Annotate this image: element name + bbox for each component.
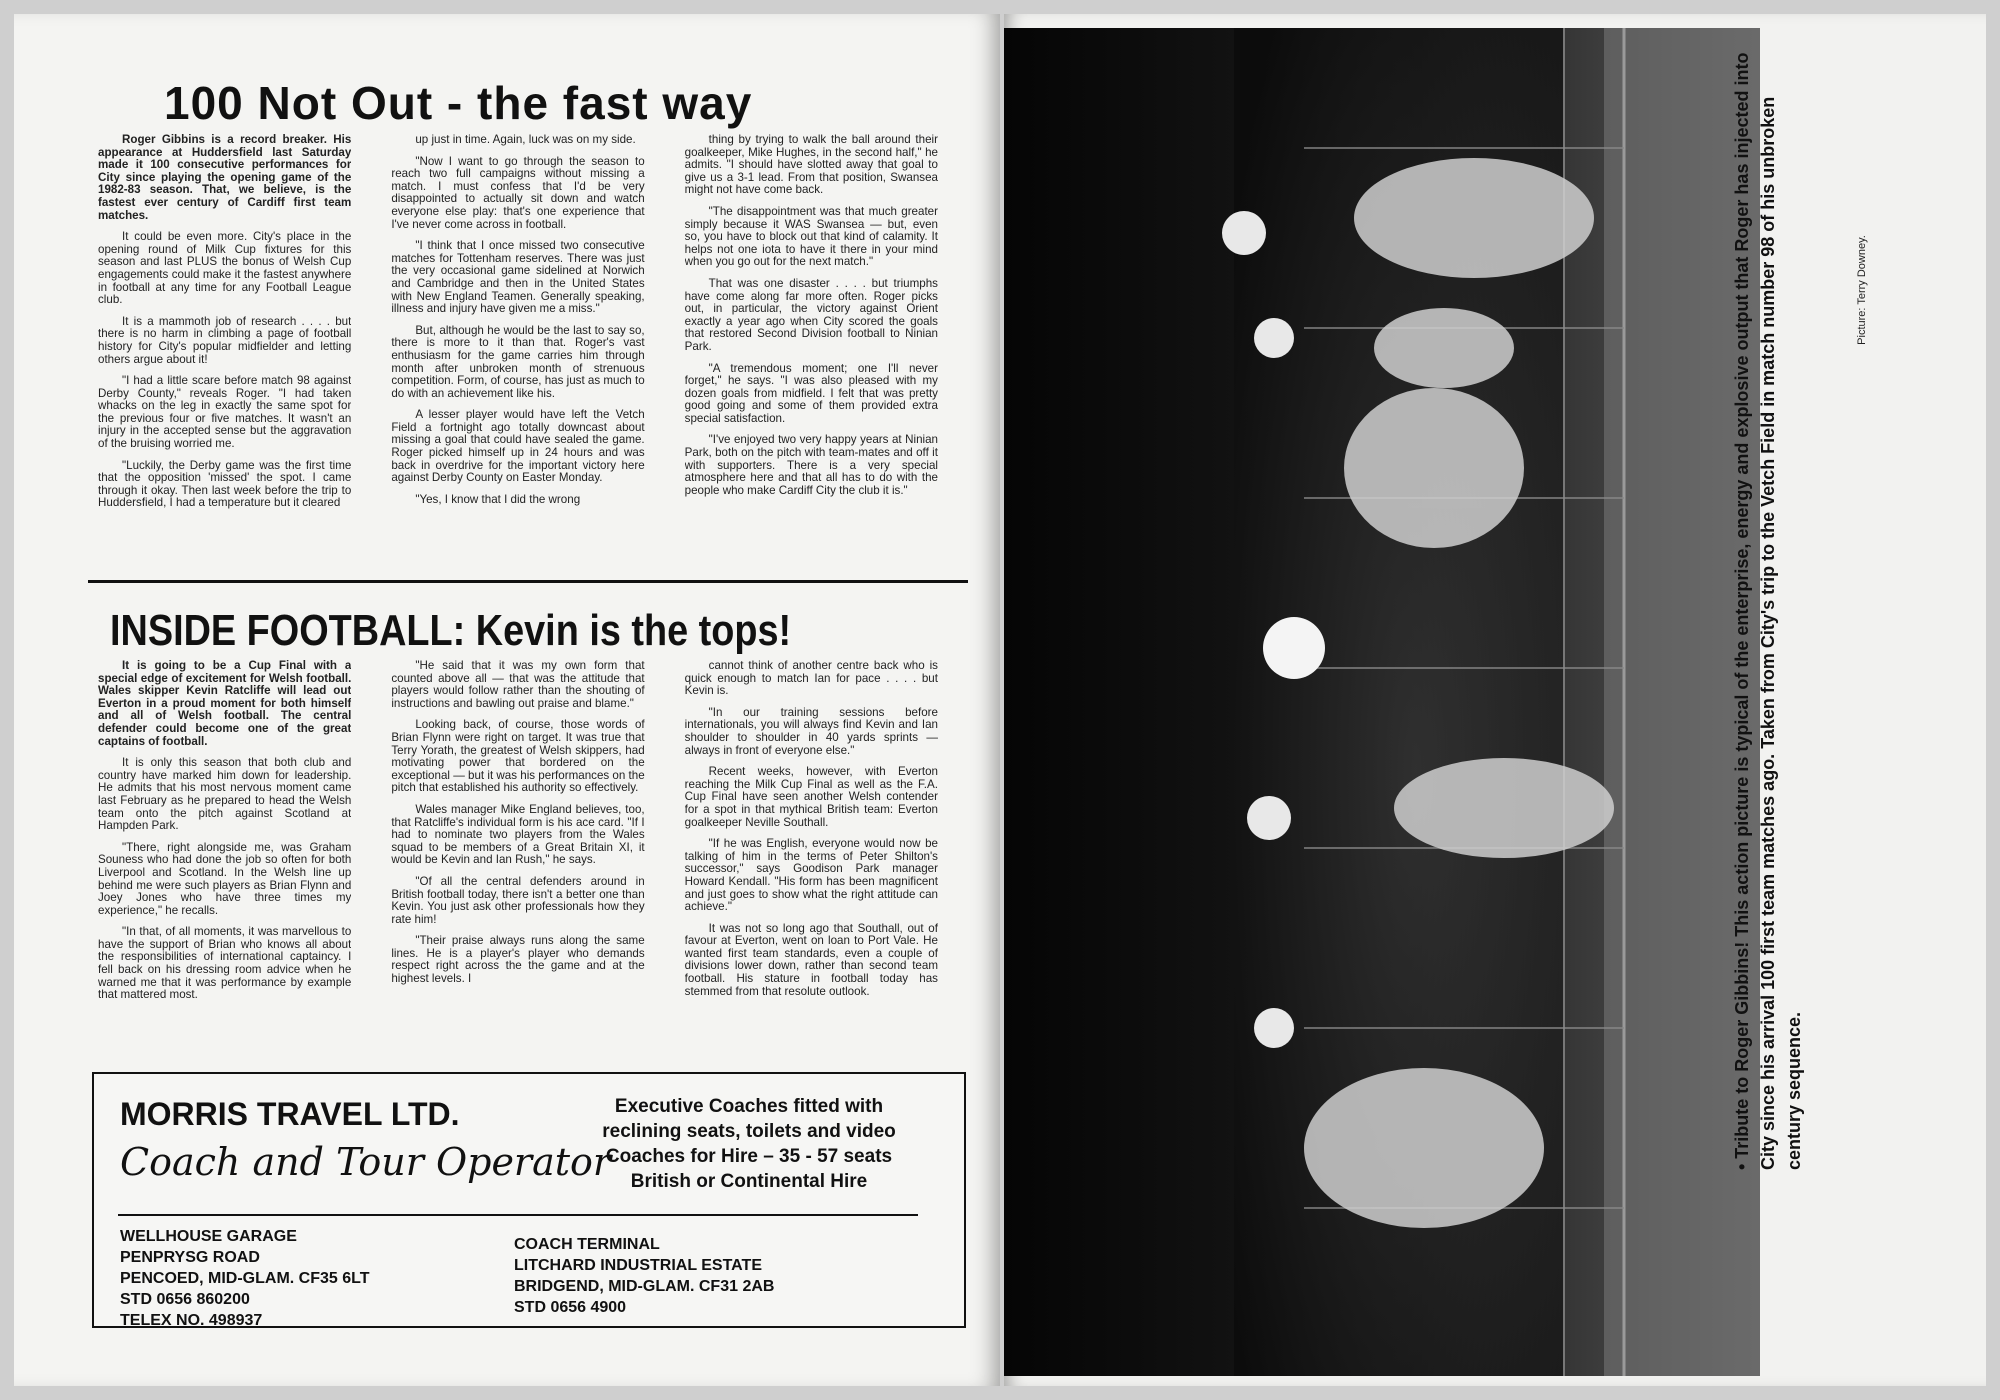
article-headline-100-not-out: 100 Not Out - the fast way [164,77,753,129]
advert-services [544,1094,954,1194]
address-line: WELLHOUSE GARAGE [120,1228,297,1245]
photo-caption: • Tribute to Roger Gibbins! This action picture is typical of the enterprise, energy and explosive output that Roger has injected into City since his arrival 100 first team matches ago. Taken from City's trip to the Vetch Field in match number 98 of his unbroken century sequence. [1732,52,1804,1170]
morris-travel-advert [92,1072,966,1328]
paragraph: It is a mammoth job of research . . . . but there is no harm in climbing a page of football history for City's popular midfielder and letting others argue about it! [98,314,352,366]
action-photo [1004,28,1760,1376]
advert-divider [118,1214,918,1216]
right-page [1004,14,1986,1386]
article2-column-1 [98,660,351,1068]
article2-column-3 [685,660,938,1068]
paragraph: thing by trying to walk the ball around their goalkeeper, Mike Hughes, in the second half," he admits. "I should have slotted away that goal to give us a 3-1 lead. From that position, Swansea might not have come back. [684,134,938,197]
advert-tagline: Coach and Tour Operator [120,1140,612,1184]
paragraph: "Their praise always runs along the same lines. He is a player's player who demands respect right across the the game and at the highest levels. I [391,934,645,986]
paragraph: That was one disaster . . . . but triumphs have come along far more often. Roger picks out, in particular, the victory against Orient exactly a year ago when City scored the goals that restored Second Division football to Ninian Park. [684,276,938,353]
paragraph: cannot think of another centre back who is quick enough to match Ian for pace . . . . but Kevin is. [684,660,938,698]
paragraph: "I think that I once missed two consecutive matches for Tottenham reserves. There was just the very occasional game sidelined at Norwich and Cambridge and then in the United States with New England Teamen. Generally speaking, illness and injury have given me a miss." [391,239,645,316]
paragraph: "If he was English, everyone would now be talking of him in the terms of Peter Shilton's successor," says Goodison Park manager Howard Kendall. "His form has been magnificent and just goes to show what the right attitude can achieve." [684,837,938,914]
address-line: PENCOED, MID-GLAM. CF35 6LT [120,1270,370,1287]
article1-column-1 [98,134,351,564]
paragraph: "Of all the central defenders around in British football today, there isn't a better one than Kevin. You just ask other professionals how they rate him! [391,874,645,926]
paragraph: up just in time. Again, luck was on my side. [415,134,636,146]
address-line: STD 0656 860200 [120,1291,250,1308]
advert-service-line: Executive Coaches fitted with [614,1096,884,1117]
address-line: PENPRYSG ROAD [120,1249,260,1266]
paragraph: "I had a little scare before match 98 against Derby County," reveals Roger. "I had taken whacks on the leg in exactly the same spot for the previous four or five matches. It wasn't an injury in the accepted sense but the aggravation of the bruising worried me. [98,374,352,451]
paragraph: It could be even more. City's place in the opening round of Milk Cup fixtures for this season and last PLUS the bonus of Welsh Cup engagements could make it the fastest anywhere in football at any time for any Football League club. [98,230,352,307]
paragraph: A lesser player would have left the Vetch Field a fortnight ago totally downcast about missing a goal that could have sealed the game. Roger picked himself up in 24 hours and was back in overdrive for the important victory here against Derby County on Easter Monday. [391,408,645,485]
advert-company-name: MORRIS TRAVEL LTD. [120,1096,460,1132]
advert-service-line: British or Continental Hire [630,1171,868,1192]
paragraph: "In that, of all moments, it was marvellous to have the support of Brian who knows all about the responsibilities of international captaincy. I fell back on his dressing room advice when he warned me that it was performance by example that mattered most. [98,925,352,1002]
paragraph: "The disappointment was that much greater simply because it WAS Swansea — but, even so, you have to block out that kind of calamity. It helps not one iota to have it there in your mind when you go out for the next match." [684,204,938,269]
article-headline-inside-football: INSIDE FOOTBALL: Kevin is the tops! [110,606,792,655]
address-line: BRIDGEND, MID-GLAM. CF31 2AB [514,1278,775,1295]
article-body-inside-football [98,660,938,1068]
paragraph: "He said that it was my own form that counted above all — that was the attitude that players would follow rather than the shouting of instructions and bawling out praise and blame." [391,660,645,710]
section-divider [88,580,968,583]
article1-column-2 [391,134,644,564]
paragraph: "A tremendous moment; one I'll never forget," he says. "I was also pleased with my dozen goals from midfield. I felt that was pretty good going and some of them provided extra special satisfaction. [684,361,938,425]
paragraph: It is only this season that both club and country have marked him down for leadership. He admits that his most nervous moment came last February as he prepared to head the Welsh team onto the pitch against Scotland at Hampden Park. [98,756,352,833]
football [1263,617,1325,679]
address-line: TELEX NO. 498937 [120,1312,263,1329]
paragraph: It is going to be a Cup Final with a special edge of excitement for Welsh football. Wales skipper Kevin Ratcliffe will lead out Everton in a proud moment for both himself and all of Welsh football. The central defender could become one of the great captains of football. [98,660,352,748]
paragraph: Looking back, of course, those words of Brian Flynn were right on target. It was true that Terry Yorath, the greatest of Welsh skippers, had motivating power that bordered on the exceptional — but it was his performances on the pitch that established his authority so effectively. [391,718,645,795]
paragraph: "Now I want to go through the season to reach two full campaigns without missing a match. I must confess that I'd be very disappointed to actually sit down and watch everyone else play: that's one experience that I've never come across in football. [391,154,645,231]
paragraph: Recent weeks, however, with Everton reaching the Milk Cup Final as well as the F.A. Cup Final have seen another Welsh contender for a spot in that mythical British team: Everton goalkeeper Neville Southall. [684,765,938,829]
paragraph: But, although he would be the last to say so, there is more to it than that. Roger's vast enthusiasm for the game carries him through month after unbroken month of strenuous competition. Form, of course, has just as much to do with an achievement like his. [391,323,645,400]
paragraph: "Yes, I know that I did the wrong [415,492,581,506]
paragraph: Wales manager Mike England believes, too, that Ratcliffe's individual form is his ace card. "If I had to nominate two players from the Wales squad to be members of a Great Britain XI, it would be Kevin and Ian Rush," he says. [391,802,645,867]
address-line: LITCHARD INDUSTRIAL ESTATE [514,1257,762,1274]
paragraph: Roger Gibbins is a record breaker. His appearance at Huddersfield last Saturday made it 100 consecutive performances for City since playing the opening game of the 1982-83 season. That, we believe, is the fastest ever century of Cardiff first team matches. [98,134,352,222]
address-line: COACH TERMINAL [514,1236,660,1253]
article1-column-3 [685,134,938,564]
paragraph: "I've enjoyed two very happy years at Ninian Park, both on the pitch with team-mates and off it with supporters. There is a very special atmosphere here and that all has to do with the people who make Cardiff City the club it is." [684,433,938,497]
advert-service-line: Coaches for Hire – 35 - 57 seats [605,1146,893,1167]
photo-credit: Picture: Terry Downey. [1856,235,1868,345]
paragraph: "There, right alongside me, was Graham Souness who had done the job so often for both Liverpool and Scotland. In the Welsh line up behind me were such players as Brian Flynn and Joey Jones who have three times my experience," he recalls. [98,840,352,917]
paragraph: It was not so long ago that Southall, out of favour at Everton, went on loan to Port Vale. He wanted first team standards, even a couple of divisions lower down, rather than second team football. His stature in football today has stemmed from that resolute outlook. [684,921,938,998]
advert-address-garage [120,1226,370,1331]
left-page [14,14,1000,1386]
article2-column-2 [391,660,644,1068]
advert-service-line: reclining seats, toilets and video [602,1121,896,1142]
article-body-100-not-out [98,134,938,564]
paragraph: "Luckily, the Derby game was the first time that the opposition 'missed' the spot. I came through it okay. Then last week before the trip to Huddersfield, I had a temperature but it cleared [98,458,352,510]
address-line: STD 0656 4900 [514,1299,627,1316]
paragraph: "In our training sessions before internationals, you will always find Kevin and Ian shoulder to shoulder in 40 yards sprints — always in front of everyone else." [684,705,938,757]
advert-address-terminal [514,1234,774,1318]
